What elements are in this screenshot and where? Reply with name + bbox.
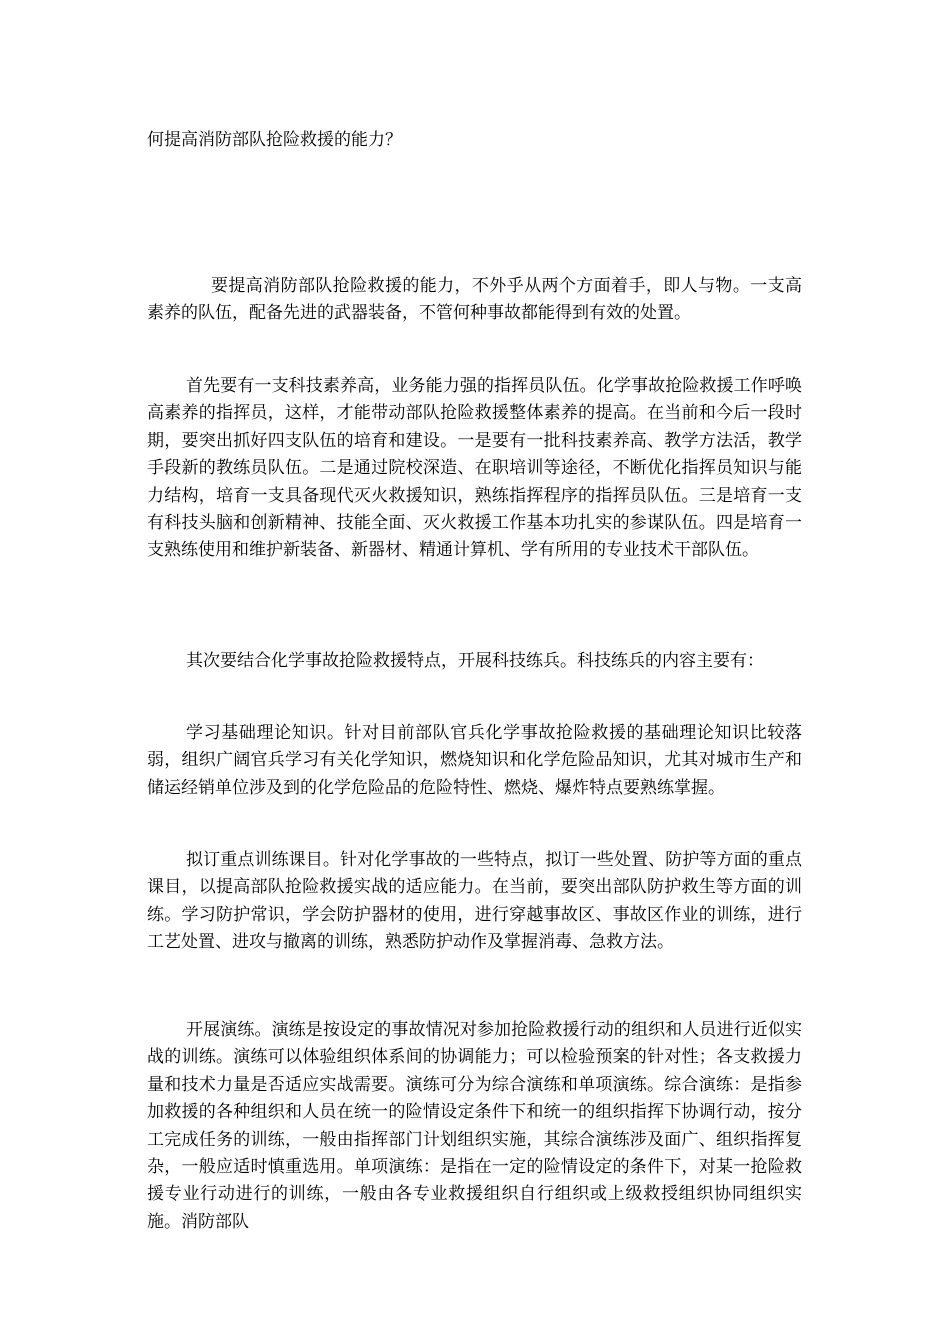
paragraph-key-subjects: 拟订重点训练课目。针对化学事故的一些特点，拟订一些处置、防护等方面的重点课目，以提高部队抢险救援实战的适应能力。在当前，要突出部队防护救生等方面的训练。学习防护常识，学会防护器材的使用，进行穿越事故区、事故区作业的训练，进行工艺处置、进攻与撤离的训练，熟悉防护动作及掌握消毒、急救方法。 [147, 850, 802, 953]
paragraph-commander-team: 首先要有一支科技素养高，业务能力强的指挥员队伍。化学事故抢险救援工作呼唤高素养的指挥员，这样，才能带动部队抢险救援整体素养的提高。在当前和今后一段时期，要突出抓好四支队伍的培育和建设。一是要有一批科技素养高、教学方法活，教学手段新的教练员队伍。二是通过院校深造、在职培训等途径，不断优化指挥员知识与能力结构，培育一支具备现代灭火救援知识，熟练指挥程序的指挥员队伍。三是培育一支有科技头脑和创新精神、技能全面、灭火救援工作基本功扎实的参谋队伍。四是培育一支熟练使用和维护新装备、新器材、精通计算机、学有所用的专业技术干部队伍。 [147, 376, 802, 561]
paragraph-intro: 要提高消防部队抢险救援的能力，不外乎从两个方面着手，即人与物。一支高素养的队伍，配备先进的武器装备，不管何种事故都能得到有效的处置。 [147, 276, 802, 324]
paragraph-basic-theory: 学习基础理论知识。针对目前部队官兵化学事故抢险救援的基础理论知识比较落弱，组织广阔官兵学习有关化学知识，燃烧知识和化学危险品知识，尤其对城市生产和储运经销单位涉及到的化学危险品的危险特性、燃烧、爆炸特点要熟练掌握。 [147, 723, 802, 798]
document-title: 何提高消防部队抢险救援的能力？ [147, 130, 402, 150]
paragraph-drills: 开展演练。演练是按设定的事故情况对参加抢险救援行动的组织和人员进行近似实战的训练。演练可以体验组织体系间的协调能力；可以检验预案的针对性；各支救援力量和技术力量是否适应实战需要。演练可分为综合演练和单项演练。综合演练：是指参加救援的各种组织和人员在统一的险情设定条件下和统一的组织指挥下协调行动，按分工完成任务的训练，一般由指挥部门计划组织实施，其综合演练涉及面广、组织指挥复杂，一般应适时慎重选用。单项演练：是指在一定的险情设定的条件下，对某一抢险救援专业行动进行的训练，一般由各专业救援组织自行组织或上级救授组织协同组织实施。消防部队 [147, 1020, 802, 1232]
paragraph-tech-training: 其次要结合化学事故抢险救援特点，开展科技练兵。科技练兵的内容主要有： [186, 651, 764, 671]
